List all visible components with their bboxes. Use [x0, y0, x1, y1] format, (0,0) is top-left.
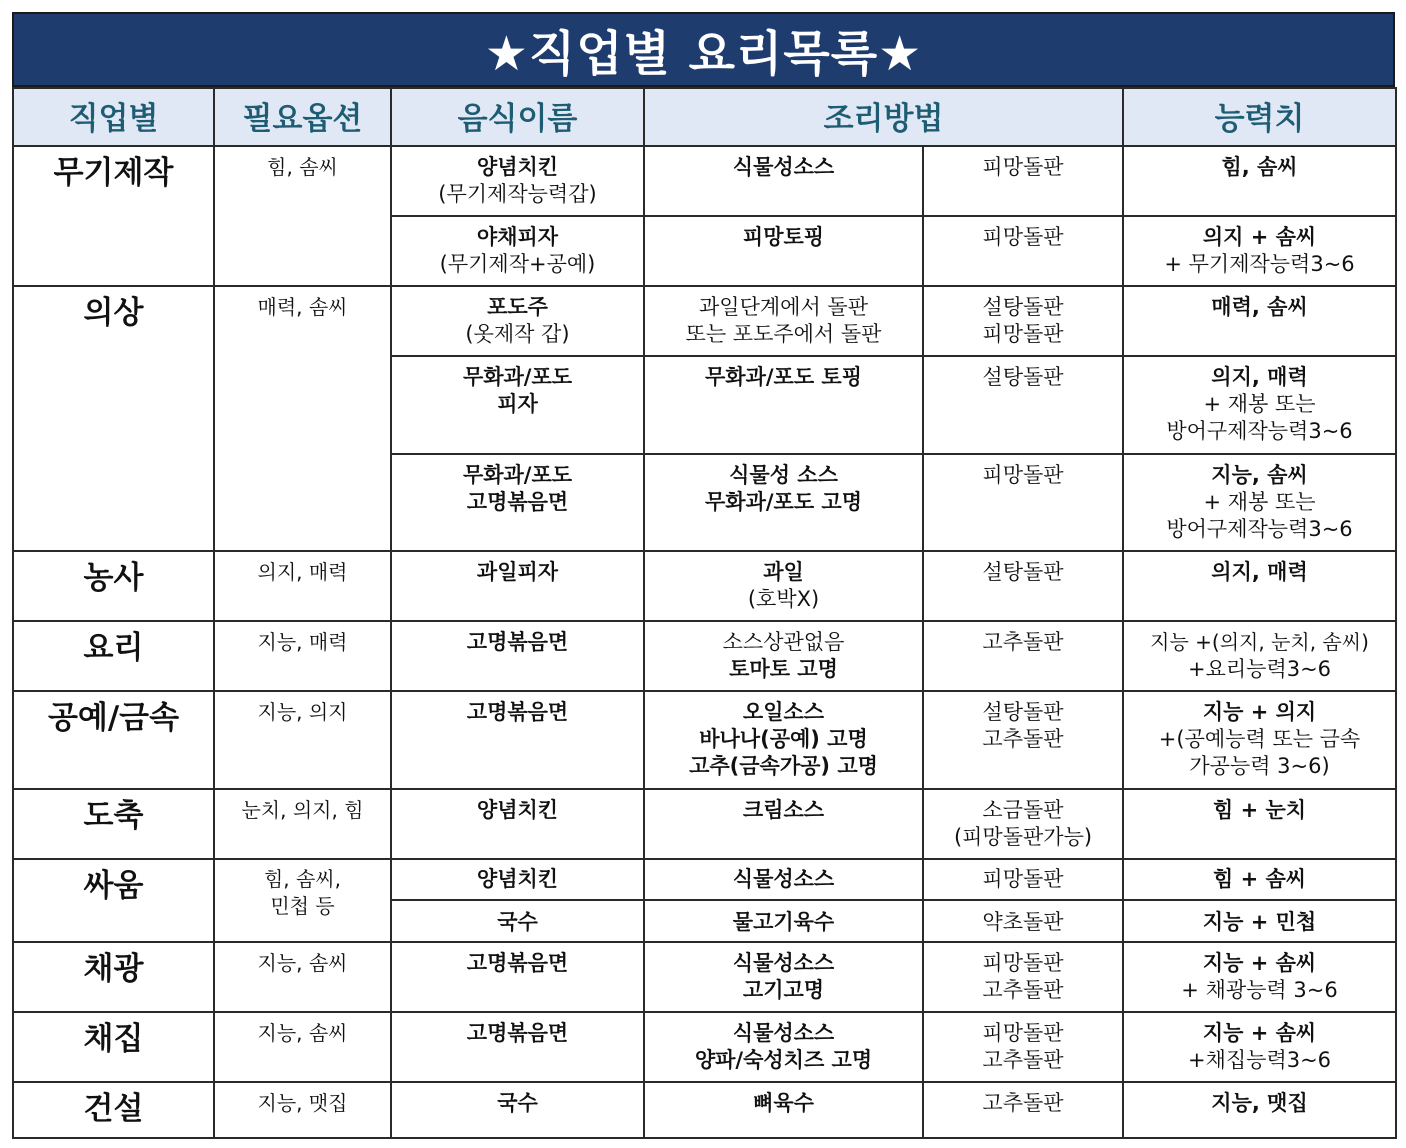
method-line: 식물성소스 — [732, 155, 835, 179]
header-option: 필요옵션 — [214, 88, 391, 146]
method-cell — [644, 216, 923, 286]
food-name: 포도주 — [487, 295, 548, 319]
food-note: (무기제작+공예) — [439, 252, 596, 276]
plate-line: 피망돌판 — [982, 951, 1064, 975]
food-cell — [391, 454, 644, 551]
food-note: (옷제작 갑) — [465, 322, 570, 346]
stat-line: 지능 + 의지 — [1202, 700, 1317, 724]
option-cell — [214, 1082, 391, 1138]
option-label: 힘, 솜씨 — [267, 155, 338, 179]
food-name: 무화과/포도 — [462, 365, 573, 389]
method-line: 무화과/포도 토핑 — [705, 365, 862, 389]
option-cell — [214, 942, 391, 1012]
table-row — [13, 551, 1396, 621]
method-cell — [644, 146, 923, 216]
option-label: 의지, 매력 — [257, 560, 348, 584]
table-row — [13, 942, 1396, 1012]
method-line: 고기고명 — [742, 978, 825, 1002]
job-cell — [13, 621, 214, 691]
job-cell — [13, 1082, 214, 1138]
job-label: 농사 — [83, 560, 144, 596]
food-name: 무화과/포도 — [462, 463, 573, 487]
header-job: 직업별 — [13, 88, 214, 146]
plate-line: 피망돌판 — [982, 1021, 1064, 1045]
method-cell — [644, 1082, 923, 1138]
stat-line: +(공예능력 또는 금속 — [1158, 727, 1361, 751]
job-cell — [13, 691, 214, 789]
food-cell — [391, 1082, 644, 1138]
job-label: 공예/금속 — [47, 700, 180, 736]
job-cell — [13, 942, 214, 1012]
food-cell — [391, 942, 644, 1012]
stat-line: 의지 + 솜씨 — [1202, 225, 1317, 249]
stat-line: 힘, 솜씨 — [1221, 155, 1298, 179]
stat-line: 지능, 맷집 — [1211, 1091, 1308, 1115]
table-row — [13, 859, 1396, 900]
food-cell — [391, 1012, 644, 1082]
method-line: 식물성 소스 — [729, 463, 838, 487]
stat-line: + 재봉 또는 — [1203, 490, 1316, 514]
food-name: 국수 — [497, 910, 538, 934]
plate-cell — [923, 1012, 1123, 1082]
option-label: 지능, 솜씨 — [257, 1021, 348, 1045]
food-cell — [391, 551, 644, 621]
food-name: 고명볶음면 — [466, 630, 569, 654]
option-cell — [214, 621, 391, 691]
option-label: 지능, 솜씨 — [257, 951, 348, 975]
stat-line: 지능, 솜씨 — [1211, 463, 1308, 487]
recipe-table — [12, 87, 1397, 1139]
plate-line: 고추돌판 — [982, 1048, 1064, 1072]
table-row — [13, 1082, 1396, 1138]
stat-line: 매력, 솜씨 — [1211, 295, 1308, 319]
food-name: 국수 — [497, 1091, 538, 1115]
job-cell — [13, 286, 214, 551]
stat-cell — [1123, 551, 1396, 621]
stat-line: 지능 + 민첩 — [1202, 910, 1317, 934]
table-row — [13, 286, 1396, 356]
stat-cell — [1123, 1012, 1396, 1082]
food-cell — [391, 900, 644, 942]
food-name: 양념치킨 — [476, 867, 559, 891]
method-cell — [644, 900, 923, 942]
method-cell — [644, 454, 923, 551]
stat-line: 방어구제작능력3~6 — [1166, 517, 1353, 541]
option-label: 힘, 솜씨, 민첩 등 — [263, 867, 342, 918]
header-method: 조리방법 — [644, 88, 1123, 146]
stat-cell — [1123, 942, 1396, 1012]
stat-line: + 채광능력 3~6 — [1181, 978, 1338, 1002]
stat-cell — [1123, 900, 1396, 942]
stat-line: +채집능력3~6 — [1187, 1048, 1332, 1072]
food-cell — [391, 621, 644, 691]
method-line: 오일소스 — [742, 700, 825, 724]
food-name: 고명볶음면 — [466, 1021, 569, 1045]
sheet-title: ★직업별 요리목록★ — [12, 12, 1395, 87]
stat-line: + 무기제작능력3~6 — [1164, 252, 1355, 276]
stat-line: 의지, 매력 — [1211, 560, 1308, 584]
method-line: 바나나(공예) 고명 — [699, 727, 868, 751]
food-cell — [391, 286, 644, 356]
stat-line: 지능 +(의지, 눈치, 솜씨) — [1150, 630, 1369, 654]
plate-line: 피망돌판 — [982, 322, 1064, 346]
job-label: 요리 — [83, 630, 144, 666]
method-cell — [644, 1012, 923, 1082]
method-cell — [644, 621, 923, 691]
stat-cell — [1123, 1082, 1396, 1138]
stat-line: 지능 + 솜씨 — [1202, 951, 1317, 975]
option-label: 지능, 매력 — [257, 630, 348, 654]
method-cell — [644, 789, 923, 859]
method-cell — [644, 551, 923, 621]
header-stat: 능력치 — [1123, 88, 1396, 146]
method-line: 또는 포도주에서 돌판 — [685, 322, 882, 346]
table-row — [13, 146, 1396, 216]
stat-line: + 재봉 또는 — [1203, 392, 1316, 416]
method-line: 식물성소스 — [732, 951, 835, 975]
option-label: 매력, 솜씨 — [257, 295, 348, 319]
method-line: 소스상관없음 — [722, 630, 845, 654]
plate-line: 설탕돌판 — [982, 295, 1064, 319]
method-cell — [644, 942, 923, 1012]
food-cell — [391, 691, 644, 789]
plate-line: 피망돌판 — [982, 463, 1064, 487]
header-row — [13, 88, 1396, 146]
stat-cell — [1123, 286, 1396, 356]
option-label: 지능, 의지 — [257, 700, 348, 724]
option-cell — [214, 789, 391, 859]
method-line: 크림소스 — [742, 798, 825, 822]
food-name: 피자 — [497, 392, 538, 416]
plate-cell — [923, 216, 1123, 286]
food-name: 고명볶음면 — [466, 700, 569, 724]
stat-cell — [1123, 621, 1396, 691]
stat-line: 힘 + 솜씨 — [1212, 867, 1307, 891]
table-row — [13, 789, 1396, 859]
food-cell — [391, 146, 644, 216]
stat-line: 지능 + 솜씨 — [1202, 1021, 1317, 1045]
stat-line: 방어구제작능력3~6 — [1166, 419, 1353, 443]
job-label: 채광 — [83, 951, 144, 987]
option-label: 눈치, 의지, 힘 — [241, 798, 364, 822]
job-cell — [13, 859, 214, 942]
method-line: 무화과/포도 고명 — [705, 490, 862, 514]
food-cell — [391, 789, 644, 859]
method-cell — [644, 859, 923, 900]
method-line: 피망토핑 — [742, 225, 825, 249]
table-row — [13, 621, 1396, 691]
plate-cell — [923, 900, 1123, 942]
stat-cell — [1123, 454, 1396, 551]
plate-line: 약초돌판 — [982, 910, 1064, 934]
option-cell — [214, 1012, 391, 1082]
plate-line: 고추돌판 — [982, 1091, 1064, 1115]
method-line: 토마토 고명 — [729, 657, 838, 681]
table-row — [13, 1012, 1396, 1082]
method-line: 식물성소스 — [732, 867, 835, 891]
plate-line: 설탕돌판 — [982, 560, 1064, 584]
stat-cell — [1123, 216, 1396, 286]
plate-cell — [923, 356, 1123, 454]
option-cell — [214, 859, 391, 942]
option-cell — [214, 286, 391, 551]
job-label: 의상 — [83, 295, 144, 331]
plate-line: 고추돌판 — [982, 727, 1064, 751]
plate-cell — [923, 691, 1123, 789]
plate-cell — [923, 621, 1123, 691]
method-line: 과일단계에서 돌판 — [699, 295, 868, 319]
plate-line: 고추돌판 — [982, 978, 1064, 1002]
job-label: 무기제작 — [53, 155, 174, 191]
job-label: 도축 — [83, 798, 144, 834]
method-line: 고추(금속가공) 고명 — [689, 754, 878, 778]
job-cell — [13, 551, 214, 621]
plate-cell — [923, 146, 1123, 216]
method-line: 양파/숙성치즈 고명 — [694, 1048, 873, 1072]
stat-line: 가공능력 3~6) — [1189, 754, 1330, 778]
stat-line: 의지, 매력 — [1211, 365, 1308, 389]
job-label: 싸움 — [83, 868, 144, 904]
table-row — [13, 691, 1396, 789]
plate-line: 피망돌판 — [982, 225, 1064, 249]
food-cell — [391, 859, 644, 900]
food-name: 고명볶음면 — [466, 951, 569, 975]
plate-cell — [923, 454, 1123, 551]
food-name: 고명볶음면 — [466, 490, 569, 514]
food-cell — [391, 216, 644, 286]
stat-cell — [1123, 691, 1396, 789]
job-cell — [13, 789, 214, 859]
job-label: 채집 — [83, 1021, 144, 1057]
option-label: 지능, 맷집 — [257, 1091, 348, 1115]
option-cell — [214, 691, 391, 789]
method-line: 식물성소스 — [732, 1021, 835, 1045]
recipe-sheet — [12, 12, 1395, 1139]
stat-cell — [1123, 146, 1396, 216]
method-line: 뼈육수 — [753, 1091, 814, 1115]
stat-cell — [1123, 356, 1396, 454]
option-cell — [214, 146, 391, 286]
method-line: 물고기육수 — [732, 910, 835, 934]
method-cell — [644, 356, 923, 454]
method-cell — [644, 691, 923, 789]
plate-cell — [923, 859, 1123, 900]
food-cell — [391, 356, 644, 454]
food-name: 양념치킨 — [476, 798, 559, 822]
option-cell — [214, 551, 391, 621]
job-label: 건설 — [83, 1091, 144, 1127]
job-cell — [13, 1012, 214, 1082]
plate-line: 설탕돌판 — [982, 700, 1064, 724]
plate-line: (피망돌판가능) — [953, 825, 1093, 849]
plate-cell — [923, 789, 1123, 859]
food-note: (무기제작능력갑) — [438, 182, 597, 206]
plate-line: 소금돌판 — [982, 798, 1064, 822]
stat-line: +요리능력3~6 — [1187, 657, 1332, 681]
method-line: 과일 — [763, 560, 804, 584]
plate-line: 피망돌판 — [982, 867, 1064, 891]
header-food: 음식이름 — [391, 88, 644, 146]
method-line: (호박X) — [747, 587, 820, 611]
stat-line: 힘 + 눈치 — [1212, 798, 1307, 822]
plate-cell — [923, 1082, 1123, 1138]
method-cell — [644, 286, 923, 356]
plate-cell — [923, 942, 1123, 1012]
plate-cell — [923, 286, 1123, 356]
food-name: 과일피자 — [476, 560, 559, 584]
plate-line: 피망돌판 — [982, 155, 1064, 179]
food-name: 양념치킨 — [476, 155, 559, 179]
job-cell — [13, 146, 214, 286]
food-name: 야채피자 — [476, 225, 559, 249]
stat-cell — [1123, 789, 1396, 859]
plate-cell — [923, 551, 1123, 621]
plate-line: 설탕돌판 — [982, 365, 1064, 389]
plate-line: 고추돌판 — [982, 630, 1064, 654]
stat-cell — [1123, 859, 1396, 900]
